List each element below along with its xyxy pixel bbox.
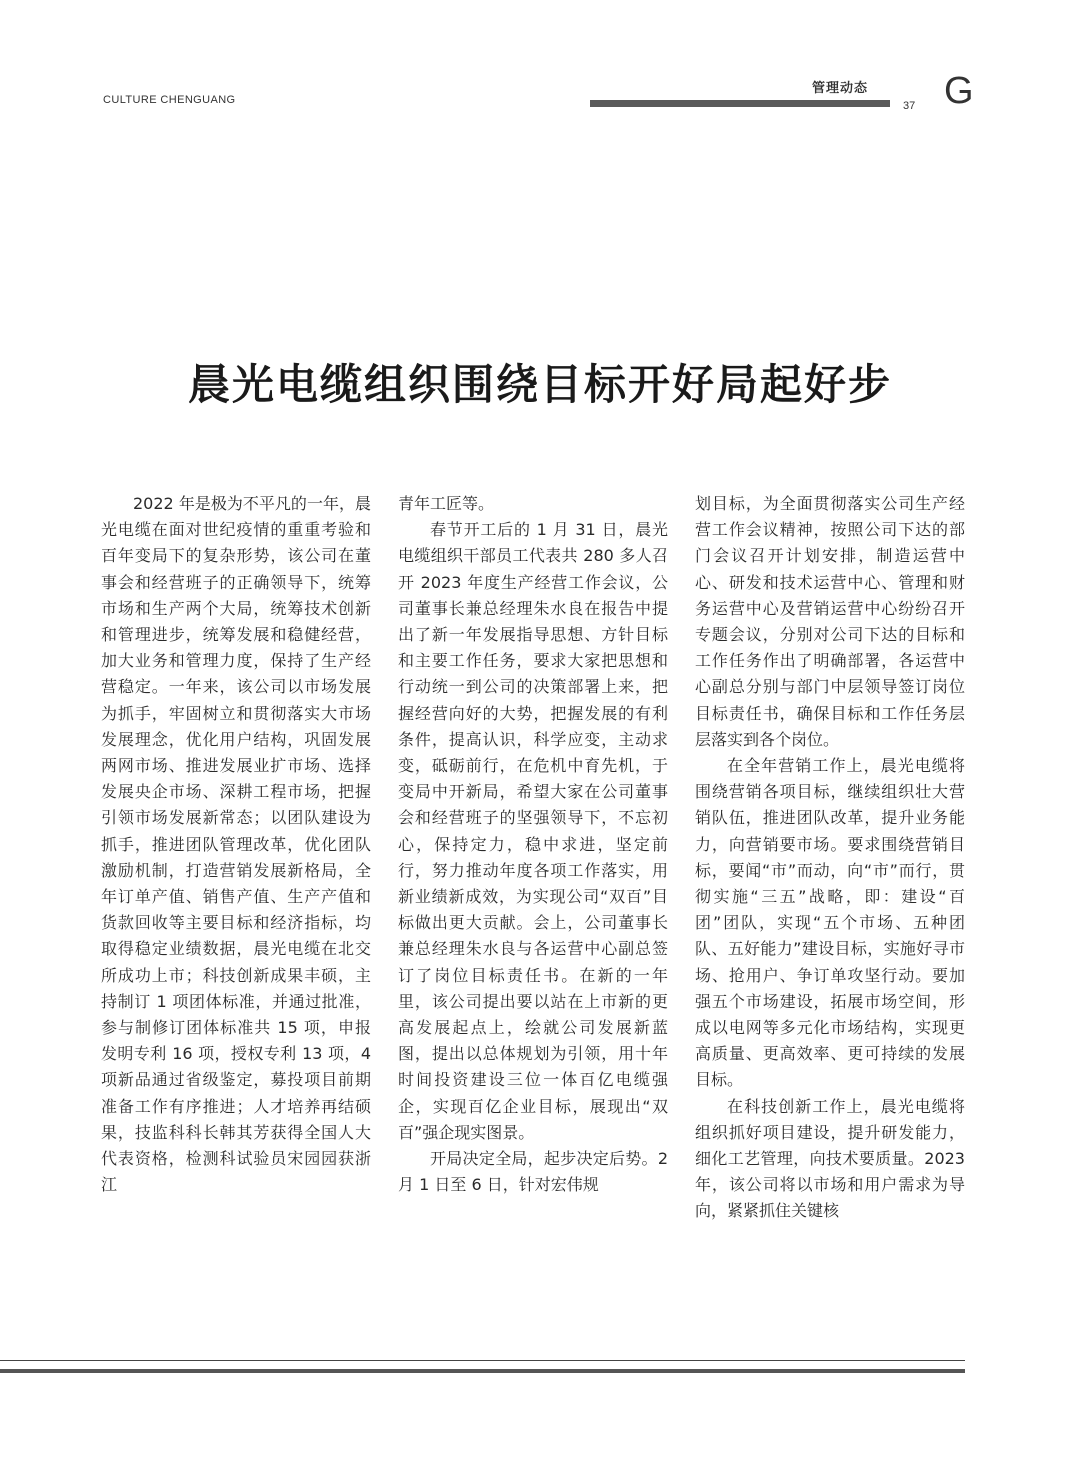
paragraph: 在科技创新工作上，晨光电缆将组织抓好项目建设，提升研发能力，细化工艺管理，向技术要质量。2023 年，该公司将以市场和用户需求为导向，紧紧抓住关键核 xyxy=(695,1096,965,1221)
paragraph: 开局决定全局，起步决定后势。2 月 1 日至 6 日，针对宏伟规 xyxy=(398,1149,668,1195)
article-title: 晨光电缆组织围绕目标开好局起好步 xyxy=(187,360,892,409)
footer-rule-thin xyxy=(0,1360,965,1361)
paragraph: 划目标，为全面贯彻落实公司生产经营工作会议精神，按照公司下达的部门会议召开计划安排，制造运营中心、研发和技术运营中心、管理和财务运营中心及营销运营中心纷纷召开专题会议，分别对公司下达的目标和工作任务作出了明确部署，各运营中心副总分别与部门中层领导签订岗位目标责任书，确保目标和工作任务层层落实到各个岗位。 xyxy=(695,494,965,749)
magazine-name: CULTURE CHENGUANG xyxy=(103,94,236,106)
section-name: 管理动态 xyxy=(812,81,869,96)
section-letter: G xyxy=(944,70,974,112)
paragraph: 春节开工后的 1 月 31 日，晨光电缆组织干部员工代表共 280 多人召开 2023 年度生产经营工作会议，公司董事长兼总经理朱水良在报告中提出了新一年发展指导思想、方针目标和主要工作任务，要求大家把思想和行动统一到公司的决策部署上来，把握经营向好的大势，把握发展的有利条件，提高认识，科学应变，主动求变，砥砺前行，在危机中育先机，于变局中开新局，希望大家在公司董事会和经营班子的坚强领导下，不忘初心，保持定力，稳中求进，坚定前行，努力推动年度各项工作落实，用新业绩新成效，为实现公司“双百”目标做出更大贡献。会上，公司董事长兼总经理朱水良与各运营中心副总签订了岗位目标责任书。在新的一年里，该公司提出要以站在上市新的更高发展起点上，绘就公司发展新蓝图，提出以总体规划为引领，用十年时间投资建设三位一体百亿电缆强企，实现百亿企业目标，展现出“双百”强企现实图景。 xyxy=(398,520,668,1142)
article-column-1 xyxy=(101,491,371,1301)
header-bar xyxy=(590,100,890,107)
article-column-3 xyxy=(695,491,965,1301)
footer-rule-thick xyxy=(0,1369,965,1373)
paragraph: 在全年营销工作上，晨光电缆将围绕营销各项目标，继续组织壮大营销队伍，推进团队改革，提升业务能力，向营销要市场。要求围绕营销目标，要闻“市”而动，向“市”而行，贯彻实施“三五”战略，即：建设“百团”团队，实现“五个市场、五种团队、五好能力”建设目标，实施好寻市场、抢用户、争订单攻坚行动。要加强五个市场建设，拓展市场空间，形成以电网等多元化市场结构，实现更高质量、更高效率、更可持续的发展目标。 xyxy=(695,756,965,1090)
paragraph: 2022 年是极为不平凡的一年，晨光电缆在面对世纪疫情的重重考验和百年变局下的复杂形势，该公司在董事会和经营班子的正确领导下，统筹市场和生产两个大局，统筹技术创新和管理进步，统筹发展和稳健经营，加大业务和管理力度，保持了生产经营稳定。一年来，该公司以市场发展为抓手，牢固树立和贯彻落实大市场发展理念，优化用户结构，巩固发展两网市场、推进发展业扩市场、选择发展央企市场、深耕工程市场，把握引领市场发展新常态；以团队建设为抓手，推进团队管理改革，优化团队激励机制，打造营销发展新格局，全年订单产值、销售产值、生产产值和货款回收等主要目标和经济指标，均取得稳定业绩数据，晨光电缆在北交所成功上市；科技创新成果丰硕，主持制订 1 项团体标准，并通过批准，参与制修订团体标准共 15 项，申报发明专利 16 项，授权专利 13 项，4 项新品通过省级鉴定，募投项目前期准备工作有序推进；人才培养再结硕果，技监科科长韩其芳获得全国人大代表资格，检测科试验员宋园园获浙江 xyxy=(101,494,371,1195)
page-number: 37 xyxy=(903,100,916,112)
paragraph: 青年工匠等。 xyxy=(398,494,495,513)
article-column-2 xyxy=(398,491,668,1301)
